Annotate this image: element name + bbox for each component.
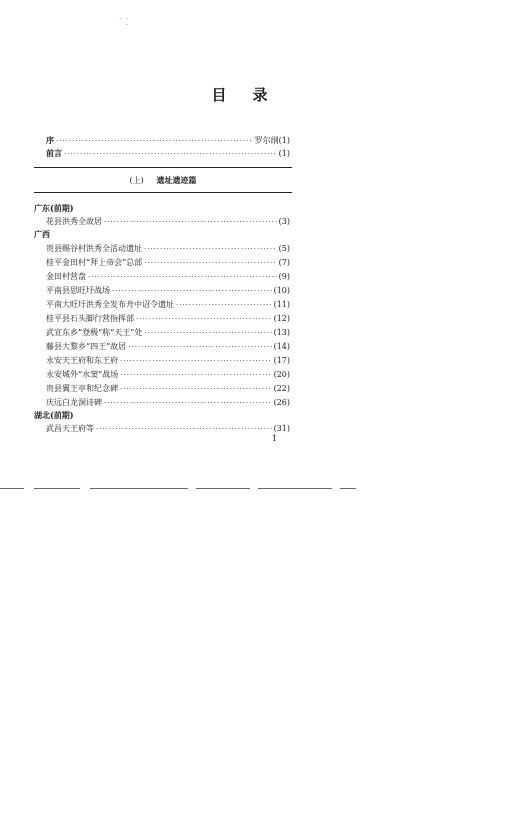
toc-entry [46,313,290,325]
toc-entry-page: (13) [273,328,290,337]
toc-entry [46,216,290,228]
region-heading: 广东(前期) [34,203,74,213]
toc-entry-label: 贵县赐谷村洪秀全活动遗址 [46,244,142,253]
toc-entry-page: (10) [273,286,290,295]
toc-entry [46,369,290,381]
toc-entry [46,383,290,395]
page-number: 1 [272,434,278,443]
scan-speck: ˙ ⁚ [118,18,129,28]
toc-entry-page: (1) [278,149,290,158]
part-heading [34,175,292,186]
toc-entry [46,355,290,367]
toc-entry-label: 平南县思旺圩战场 [46,286,110,295]
toc-entry-label: 武昌天王府等 [46,424,94,433]
divider-bottom [34,192,292,193]
leader-dots [104,217,277,228]
scan-artifact-line [196,488,250,489]
toc-entry-label: 花县洪秀全故居 [46,217,102,226]
leader-dots [56,136,253,147]
toc-entry-label: 永安天王府和东王府 [46,356,118,365]
toc-entry-foreword [46,148,290,160]
toc-entry-page: (5) [278,244,290,253]
leader-dots [144,244,277,255]
toc-entry [46,271,290,283]
toc-entry-page: (14) [273,342,290,351]
toc-entry-label: 贵县翼王亭和纪念碑 [46,384,118,393]
page-title: 目录 [211,86,294,104]
scan-artifact-line [258,488,332,489]
toc-entry-page: (20) [273,370,290,379]
toc-entry [46,341,290,353]
scan-artifact-line [340,488,356,489]
toc-entry-label: 永安城外“水窦”战场 [46,370,119,379]
leader-dots [120,384,272,395]
leader-dots [88,272,277,283]
scan-artifact-line [90,488,188,489]
toc-entry-label: 金田村营盘 [46,272,86,281]
part-title: 遗址遗迹篇 [156,175,197,185]
toc-entry-preface [46,135,290,147]
region-heading: 广西 [34,229,50,239]
leader-dots [176,300,272,311]
toc-entry-label: 藤县大黎乡“四王”故居 [46,342,127,351]
leader-dots [136,314,272,325]
leader-dots [96,424,272,435]
leader-dots [64,149,277,160]
toc-entry-label: 武宣东乡“登极”称“天王”处 [46,328,143,337]
toc-entry-page: (9) [278,272,290,281]
leader-dots [112,286,272,297]
region-heading: 湖北(前期) [34,410,74,420]
toc-entry [46,257,290,269]
toc-entry-page: (11) [273,300,290,309]
scan-artifact-line [34,488,80,489]
toc-entry [46,243,290,255]
toc-entry [46,423,290,435]
toc-entry-label: 序 [46,135,54,145]
leader-dots [120,370,271,381]
toc-entry-page: (26) [273,398,290,407]
toc-entry-page: (17) [273,356,290,365]
toc-entry-page: (22) [273,384,290,393]
leader-dots [144,328,271,339]
toc-entry-page: (7) [278,258,290,267]
toc-entry-label: 桂平县石头脚行营指挥部 [46,314,134,323]
part-number: (上) [129,176,144,185]
toc-entry-page: (3) [278,217,290,226]
toc-entry [46,327,290,339]
toc-entry-label: 平南大旺圩洪秀全发布舟中诏令遗址 [46,300,174,309]
toc-entry-page: (12) [273,314,290,323]
leader-dots [120,356,272,367]
toc-entry-label: 桂平金田村“拜上帝会”总部 [46,258,143,267]
toc-entry-page: 罗尔纲(1) [254,136,290,145]
toc-entry-label: 庆远白龙洞诗碑 [46,398,102,407]
leader-dots [144,258,276,269]
toc-entry-label: 前言 [46,148,62,158]
toc-entry [46,285,290,297]
divider-top [34,167,292,168]
scan-artifact-line [0,488,24,489]
leader-dots [128,342,271,353]
toc-entry [46,397,290,409]
toc-entry-page: (31) [273,424,290,433]
toc-entry [46,299,290,311]
leader-dots [104,398,272,409]
